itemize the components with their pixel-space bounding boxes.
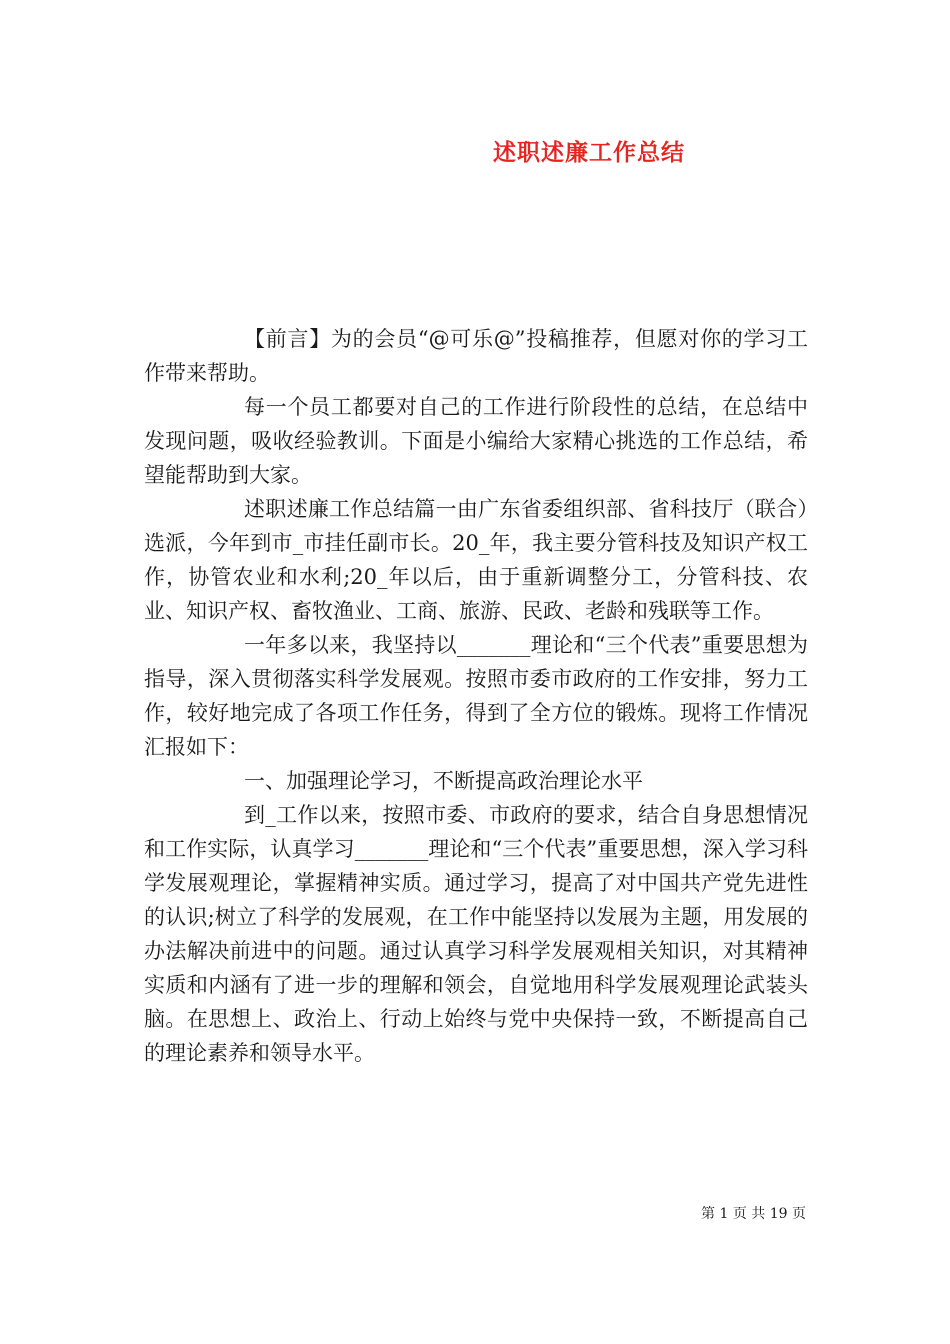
paragraph-intro: 每一个员工都要对自己的工作进行阶段性的总结，在总结中发现问题，吸收经验教训。下面是小编给大家精心挑选的工作总结，希望能帮助到大家。 (144, 395, 808, 487)
paragraph-theory-study: 到_工作以来，按照市委、市政府的要求，结合自身思想情况和工作实际，认真学习_______理论和“三个代表”重要思想，深入学习科学发展观理论，掌握精神实质。通过学习，提高了对中国共产党先进性的认识;树立了科学的发展观，在工作中能坚持以发展为主题，用发展的办法解决前进中的问题。通过认真学习科学发展观相关知识，对其精神实质和内涵有了进一步的理解和领会，自觉地用科学发展观理论武装头脑。在思想上、政治上、行动上始终与党中央保持一致，不断提高自己的理论素养和领导水平。 (144, 803, 808, 1065)
section-heading-1: 一、加强理论学习，不断提高政治理论水平 (244, 769, 643, 793)
paragraph-background: 述职述廉工作总结篇一由广东省委组织部、省科技厅（联合）选派，今年到市_市挂任副市长。20_年，我主要分管科技及知识产权工作，协管农业和水利;20_年以后，由于重新调整分工，分管科技、农业、知识产权、畜牧渔业、工商、旅游、民政、老龄和残联等工作。 (144, 497, 808, 623)
paragraph-guiding-thought: 一年多以来，我坚持以_______理论和“三个代表”重要思想为指导，深入贯彻落实科学发展观。按照市委市政府的工作安排，努力工作，较好地完成了各项工作任务，得到了全方位的锻炼。现将工作情况汇报如下： (144, 633, 808, 759)
paragraph-preface: 【前言】为的会员“@可乐@”投稿推荐，但愿对你的学习工作带来帮助。 (144, 327, 808, 385)
page-number: 第 1 页 共 19 页 (701, 1206, 806, 1222)
document-title: 述职述廉工作总结 (493, 139, 685, 166)
document-body (144, 322, 808, 1070)
